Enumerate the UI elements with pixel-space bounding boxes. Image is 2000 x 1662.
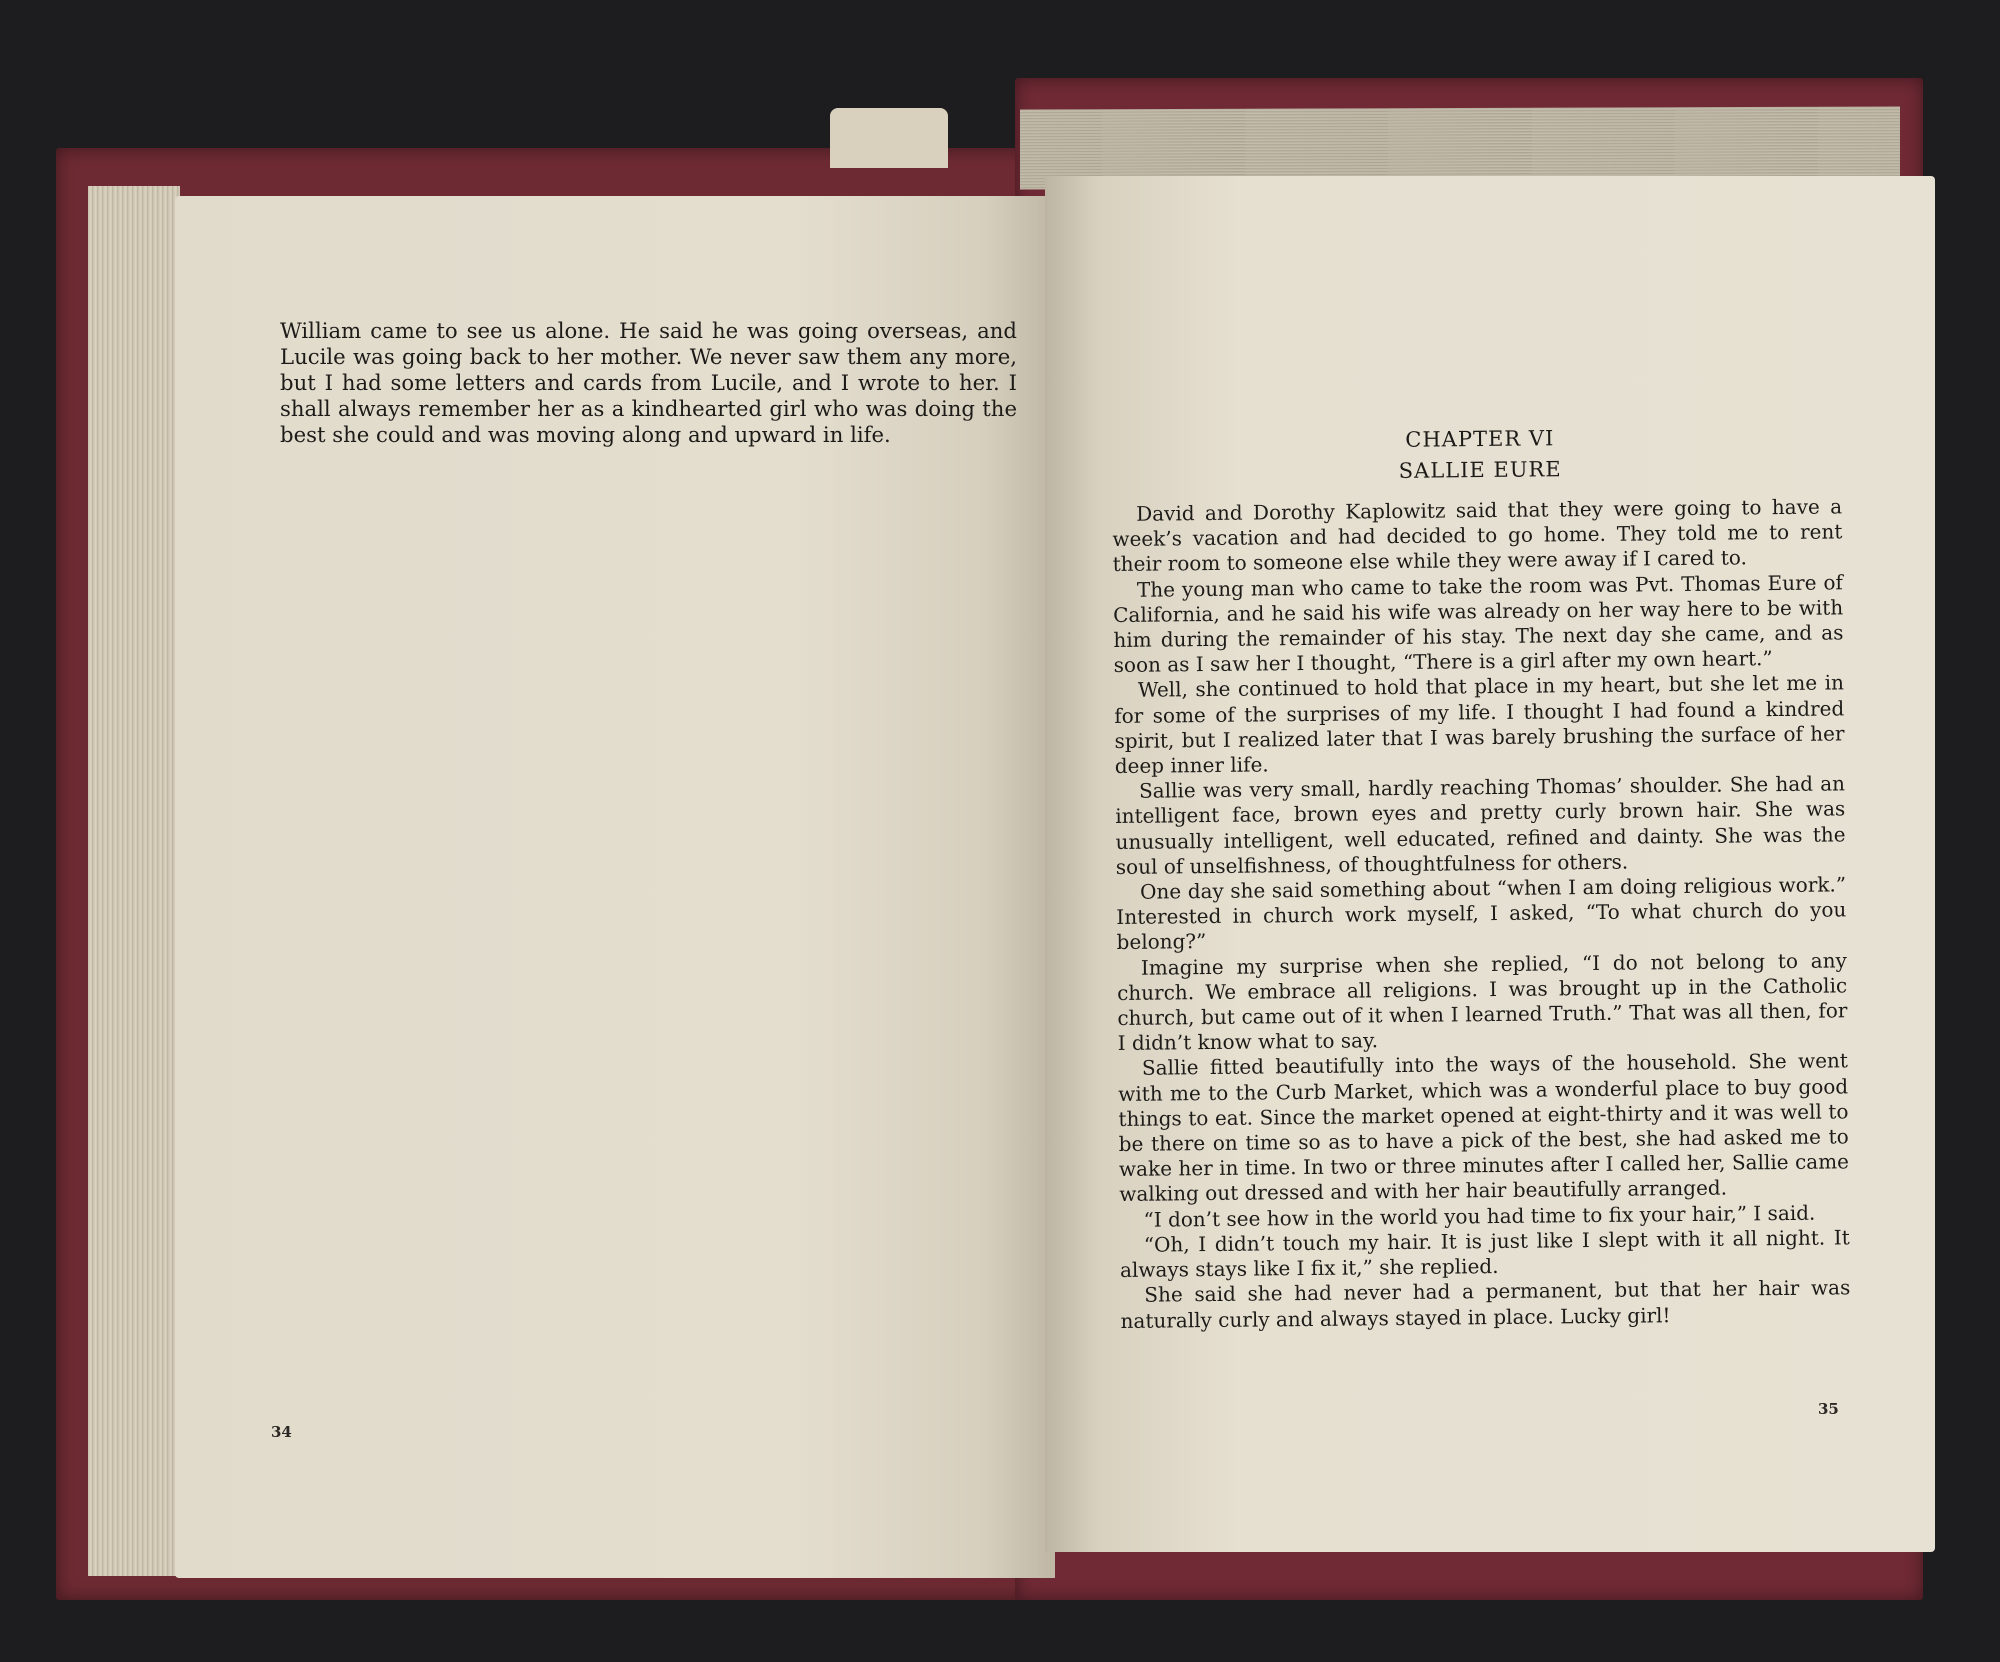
paragraph: “Oh, I didn’t touch my hair. It is just like I slept with it all night. It always stays like I fix it,” she replied.	[1119, 1225, 1850, 1283]
paragraph: Imagine my surprise when she replied, “I do not belong to any church. We embrace all religions. I was brought up in the Catholic church, but came out of it when I learned Truth.” That was all then, for I didn’t know what to say.	[1117, 947, 1848, 1056]
chapter-title: SALLIE EURE	[1398, 457, 1562, 483]
paragraph: Well, she continued to hold that place in my heart, but she let me in for some of the surprises of my life. I thought I had found a kindred spirit, but I realized later that I was barely brushing the surface of her deep inner life.	[1114, 670, 1845, 779]
paragraph: One day she said something about “when I am doing religious work.” Interested in church work myself, I asked, “To what church do you belong?”	[1116, 872, 1847, 955]
left-page-text	[280, 318, 1017, 448]
paragraph: David and Dorothy Kaplowitz said that they were going to have a week’s vacation and had decided to go home. They told me to rent their room to someone else while they were away if I cared to.	[1112, 494, 1843, 577]
right-page-number: 35	[1818, 1400, 1839, 1418]
page-stack-edge	[88, 186, 180, 1576]
paragraph: “I don’t see how in the world you had time to fix your hair,” I said.	[1143, 1200, 1816, 1232]
chapter-number: CHAPTER VI	[1405, 426, 1555, 452]
paragraph: Sallie fitted beautifully into the ways of the household. She went with me to the Curb Market, which was a wonderful place to buy good things to eat. Since the market opened at eight-thirty and it was well to be there on time so as to have a pick of the best, she had asked me to wake her in time. In two or three minutes after I called her, Sallie came walking out dressed and with her hair beautifully arranged.	[1118, 1048, 1850, 1207]
chapter-heading	[1320, 422, 1641, 487]
paragraph: Sallie was very small, hardly reaching Thomas’ shoulder. She had an intelligent face, brown eyes and pretty curly brown hair. She was unusually intelligent, well educated, refined and dainty. She was the soul of unselfishness, of thoughtfulness for others.	[1115, 771, 1846, 879]
left-page-number: 34	[271, 1423, 292, 1441]
torn-spine-flap	[830, 108, 948, 168]
left-paragraph: William came to see us alone. He said he was going overseas, and Lucile was going back to her mother. We never saw them any more, but I had some letters and cards from Lucile, and I wrote to her. I shall always remember her as a kindhearted girl who was doing the best she could and was moving along and upward in life.	[280, 318, 1017, 447]
right-page-text	[1112, 494, 1851, 1333]
paragraph: She said she had never had a permanent, but that her hair was naturally curly and always stayed in place. Lucky girl!	[1120, 1275, 1851, 1333]
paragraph: The young man who came to take the room was Pvt. Thomas Eure of California, and he said his wife was already on her way here to be with him during the remainder of his stay. The next day she came, and as soon as I saw her I thought, “There is a girl after my own heart.”	[1113, 569, 1844, 678]
